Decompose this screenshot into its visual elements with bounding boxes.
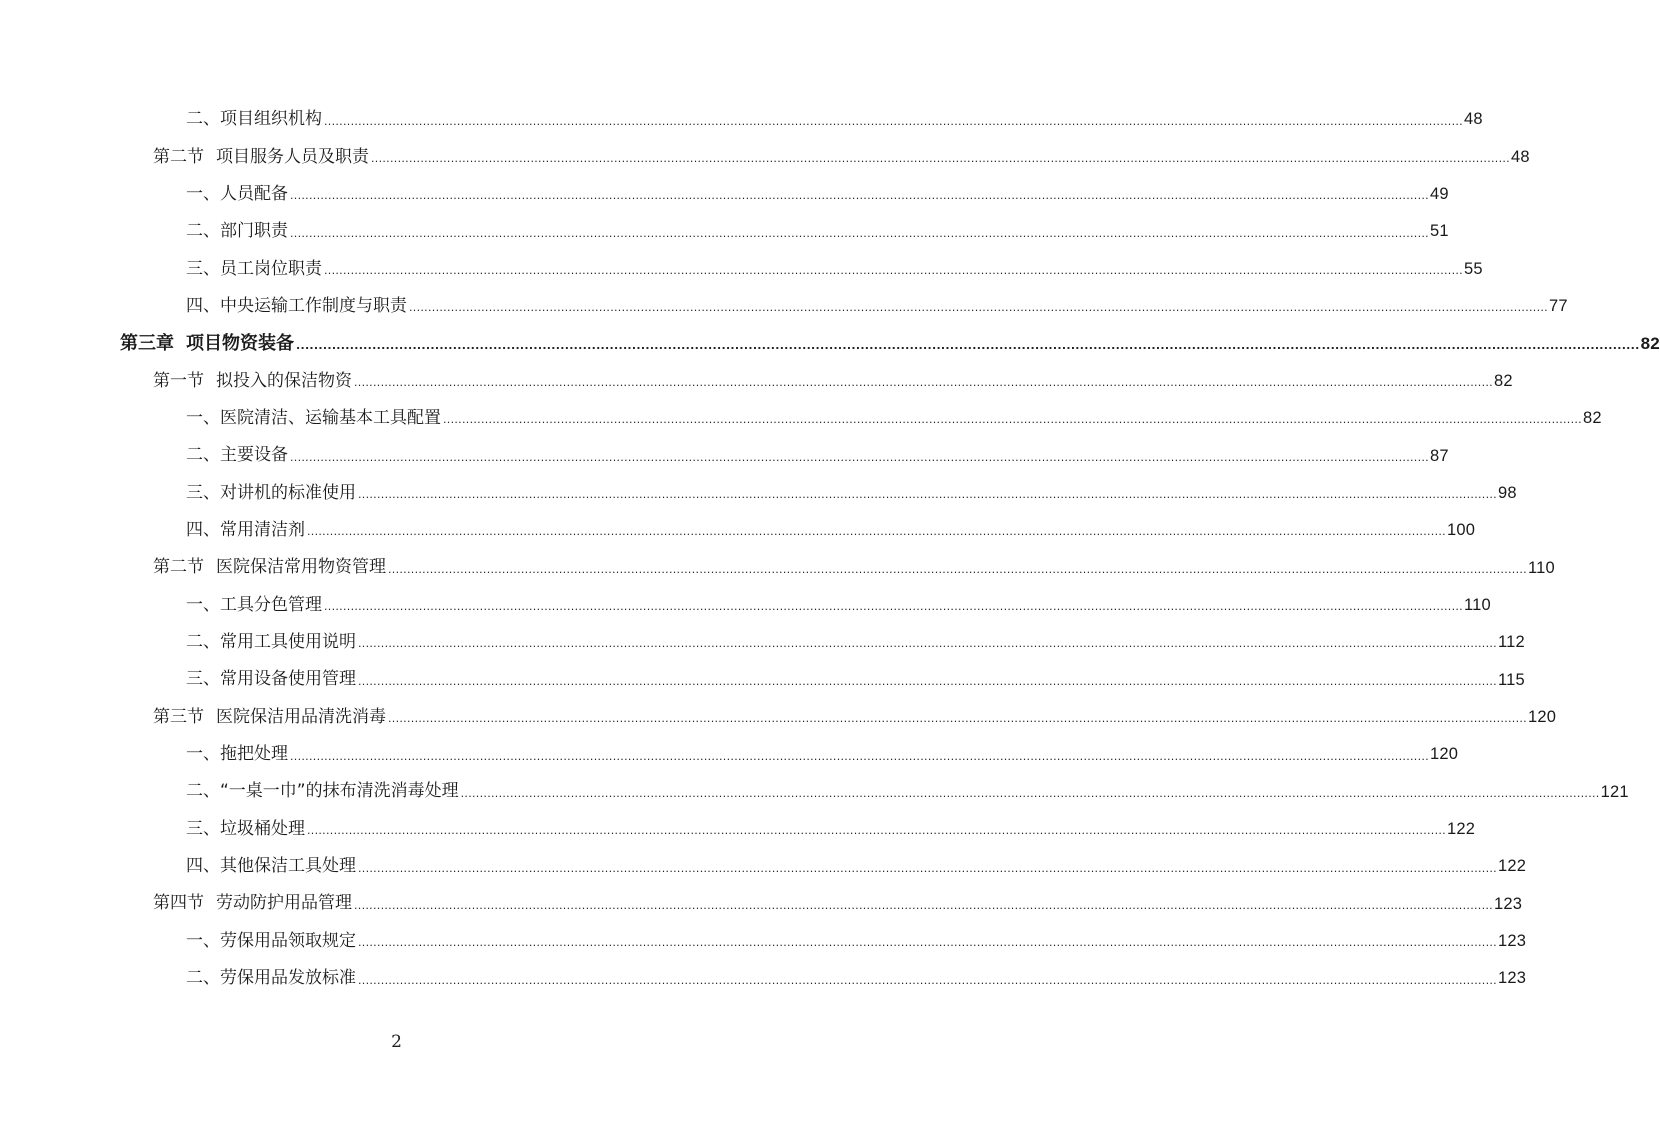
toc-entry-label: 三、员工岗位职责: [186, 258, 322, 279]
toc-entry-chapter[interactable]: [0, 325, 1660, 362]
toc-entry-item[interactable]: [0, 736, 1459, 773]
toc-leader-dots: ............................................................................................................................................................................................................................................................................................................: [290, 450, 1429, 464]
toc-page-number: 110: [1527, 558, 1555, 577]
toc-entry-title: [186, 295, 407, 316]
toc-entry-title: [186, 447, 288, 464]
toc-entry-title: [186, 183, 288, 204]
toc-entry-section[interactable]: [0, 885, 1523, 922]
toc-leader-dots: ............................................................................................................................................................................................................................................................................................................: [290, 749, 1429, 763]
toc-entry-title: [153, 706, 386, 727]
toc-entry-label: 二、主要设备: [186, 445, 288, 466]
toc-entry-item[interactable]: [0, 437, 1449, 474]
toc-leader-dots: ............................................................................................................................................................................................................................................................................................................: [358, 861, 1497, 875]
page-number: 2: [391, 1032, 402, 1052]
toc-page-number: 82: [1640, 334, 1660, 354]
toc-page-number: 110: [1463, 595, 1491, 614]
toc-page-number: 82: [1493, 371, 1513, 390]
toc-leader-dots: ............................................................................................................................................................................................................................................................................................................: [354, 376, 1493, 390]
toc-entry-title: [186, 223, 288, 240]
toc-entry-title: [186, 594, 322, 615]
toc-leader-dots: ............................................................................................................................................................................................................................................................................................................: [296, 338, 1640, 352]
toc-leader-dots: ............................................................................................................................................................................................................................................................................................................: [307, 525, 1446, 539]
toc-page-number: 120: [1527, 707, 1557, 726]
toc-page-number: 48: [1463, 110, 1483, 129]
toc-entry-prefix: 第四节: [153, 893, 204, 914]
toc-page-number: 123: [1497, 931, 1527, 950]
toc-entry-item[interactable]: [0, 400, 1602, 437]
toc-leader-dots: ............................................................................................................................................................................................................................................................................................................: [290, 189, 1429, 203]
toc-page-number: 100: [1446, 521, 1476, 540]
toc-entry-title: [186, 671, 356, 688]
toc-entry-label: 一、人员配备: [186, 183, 288, 204]
toc-entry-title: [120, 332, 294, 354]
toc-entry-title: [186, 858, 356, 875]
toc-entry-item[interactable]: [0, 288, 1568, 325]
toc-page-number: 121: [1600, 782, 1629, 801]
toc-entry-item[interactable]: [0, 101, 1483, 138]
toc-leader-dots: ............................................................................................................................................................................................................................................................................................................: [324, 264, 1463, 278]
toc-entry-item[interactable]: [0, 250, 1483, 287]
toc-entry-section[interactable]: [0, 699, 1557, 736]
toc-leader-dots: ............................................................................................................................................................................................................................................................................................................: [324, 114, 1463, 128]
toc-entry-item[interactable]: [0, 512, 1476, 549]
toc-entry-label: 一、工具分色管理: [186, 594, 322, 615]
toc-page-number: 122: [1446, 819, 1476, 838]
toc-entry-prefix: 第一节: [153, 370, 204, 391]
toc-page-number: 98: [1497, 483, 1517, 502]
toc-leader-dots: ............................................................................................................................................................................................................................................................................................................: [358, 488, 1497, 502]
toc-page-number: 48: [1510, 147, 1530, 166]
toc-entry-item[interactable]: [0, 811, 1476, 848]
toc-entry-label: 劳动防护用品管理: [216, 893, 352, 914]
toc-entry-label: 项目服务人员及职责: [216, 146, 369, 167]
toc-page-number: 112: [1497, 633, 1525, 652]
toc-entry-item[interactable]: [0, 586, 1491, 623]
toc-entry-label: 三、常用设备使用管理: [186, 669, 356, 690]
toc-entry-title: [186, 818, 305, 839]
toc-leader-dots: ............................................................................................................................................................................................................................................................................................................: [290, 226, 1429, 240]
toc-leader-dots: ............................................................................................................................................................................................................................................................................................................: [388, 712, 1527, 726]
toc-entry-prefix: 第三节: [153, 706, 204, 727]
toc-entry-section[interactable]: [0, 138, 1530, 175]
toc-entry-prefix: 第三章: [120, 332, 174, 354]
toc-leader-dots: ............................................................................................................................................................................................................................................................................................................: [409, 301, 1548, 315]
toc-leader-dots: ............................................................................................................................................................................................................................................................................................................: [358, 936, 1497, 950]
toc-page-number: 120: [1429, 745, 1459, 764]
toc-entry-item[interactable]: [0, 176, 1449, 213]
toc-entry-item[interactable]: [0, 213, 1449, 250]
toc-entry-prefix: 第二节: [153, 557, 204, 578]
toc-entry-title: [186, 111, 322, 128]
toc-entry-label: 项目物资装备: [186, 332, 294, 354]
toc-entry-title: [186, 631, 356, 652]
toc-entry-label: 四、其他保洁工具处理: [186, 856, 356, 877]
toc-page-number: 122: [1497, 857, 1527, 876]
toc-leader-dots: ............................................................................................................................................................................................................................................................................................................: [354, 898, 1493, 912]
toc-leader-dots: ............................................................................................................................................................................................................................................................................................................: [388, 562, 1527, 576]
toc-page-number: 55: [1463, 259, 1483, 278]
toc-entry-title: [153, 370, 352, 391]
toc-entry-title: [186, 519, 305, 540]
toc-page-number: 82: [1582, 409, 1602, 428]
toc-entry-label: 四、中央运输工作制度与职责: [186, 295, 407, 316]
toc-page-number: 49: [1429, 185, 1449, 204]
toc-entry-title: [186, 258, 322, 279]
toc-entry-item[interactable]: [0, 773, 1629, 810]
toc-entry-label: 四、常用清洁剂: [186, 519, 305, 540]
toc-entry-label: 医院保洁常用物资管理: [216, 557, 386, 578]
toc-entry-title: [186, 783, 459, 800]
toc-entry-label: 二、常用工具使用说明: [186, 631, 356, 652]
toc-entry-section[interactable]: [0, 362, 1513, 399]
toc-leader-dots: ............................................................................................................................................................................................................................................................................................................: [358, 973, 1497, 987]
toc-entry-section[interactable]: [0, 549, 1555, 586]
toc-entry-label: 二、项目组织机构: [186, 109, 322, 130]
toc-page-number: 123: [1493, 894, 1523, 913]
toc-entry-title: [153, 559, 386, 576]
toc-entry-title: [153, 146, 369, 167]
toc-leader-dots: ............................................................................................................................................................................................................................................................................................................: [443, 413, 1582, 427]
toc-entry-item[interactable]: [0, 661, 1525, 698]
toc-entry-label: 一、拖把处理: [186, 744, 288, 765]
toc-entry-label: 二、劳保用品发放标准: [186, 968, 356, 989]
toc-entry-item[interactable]: [0, 960, 1527, 997]
toc-entry-title: [186, 930, 356, 951]
toc-entry-label: 二、“一桌一巾”的抹布清洗消毒处理: [186, 781, 459, 802]
toc-entry-item[interactable]: [0, 624, 1525, 661]
toc-leader-dots: ............................................................................................................................................................................................................................................................................................................: [371, 152, 1510, 166]
toc-leader-dots: ............................................................................................................................................................................................................................................................................................................: [460, 786, 1600, 800]
toc-entry-label: 三、垃圾桶处理: [186, 818, 305, 839]
toc-entry-item[interactable]: [0, 923, 1527, 960]
toc-entry-label: 一、医院清洁、运输基本工具配置: [186, 407, 441, 428]
toc-entry-item[interactable]: [0, 474, 1517, 511]
toc-leader-dots: ............................................................................................................................................................................................................................................................................................................: [307, 824, 1446, 838]
toc-leader-dots: ............................................................................................................................................................................................................................................................................................................: [358, 637, 1497, 651]
toc-entry-title: [186, 746, 288, 763]
toc-leader-dots: ............................................................................................................................................................................................................................................................................................................: [358, 674, 1497, 688]
toc-entry-title: [186, 407, 441, 428]
toc-page-number: 77: [1548, 297, 1568, 316]
toc-leader-dots: ............................................................................................................................................................................................................................................................................................................: [324, 600, 1463, 614]
toc-entry-title: [186, 482, 356, 503]
toc-page-number: 87: [1429, 446, 1449, 465]
toc-entry-label: 医院保洁用品清洗消毒: [216, 706, 386, 727]
toc-page-number: 115: [1497, 670, 1525, 689]
toc-entry-label: 一、劳保用品领取规定: [186, 930, 356, 951]
toc-page-number: 123: [1497, 969, 1527, 988]
toc-entry-title: [186, 970, 356, 987]
toc-entry-title: [153, 895, 352, 912]
table-of-contents: [0, 101, 1660, 997]
toc-entry-label: 拟投入的保洁物资: [216, 370, 352, 391]
toc-entry-label: 二、部门职责: [186, 221, 288, 242]
toc-entry-item[interactable]: [0, 848, 1527, 885]
toc-entry-prefix: 第二节: [153, 146, 204, 167]
toc-page-number: 51: [1429, 222, 1449, 241]
toc-entry-label: 三、对讲机的标准使用: [186, 482, 356, 503]
